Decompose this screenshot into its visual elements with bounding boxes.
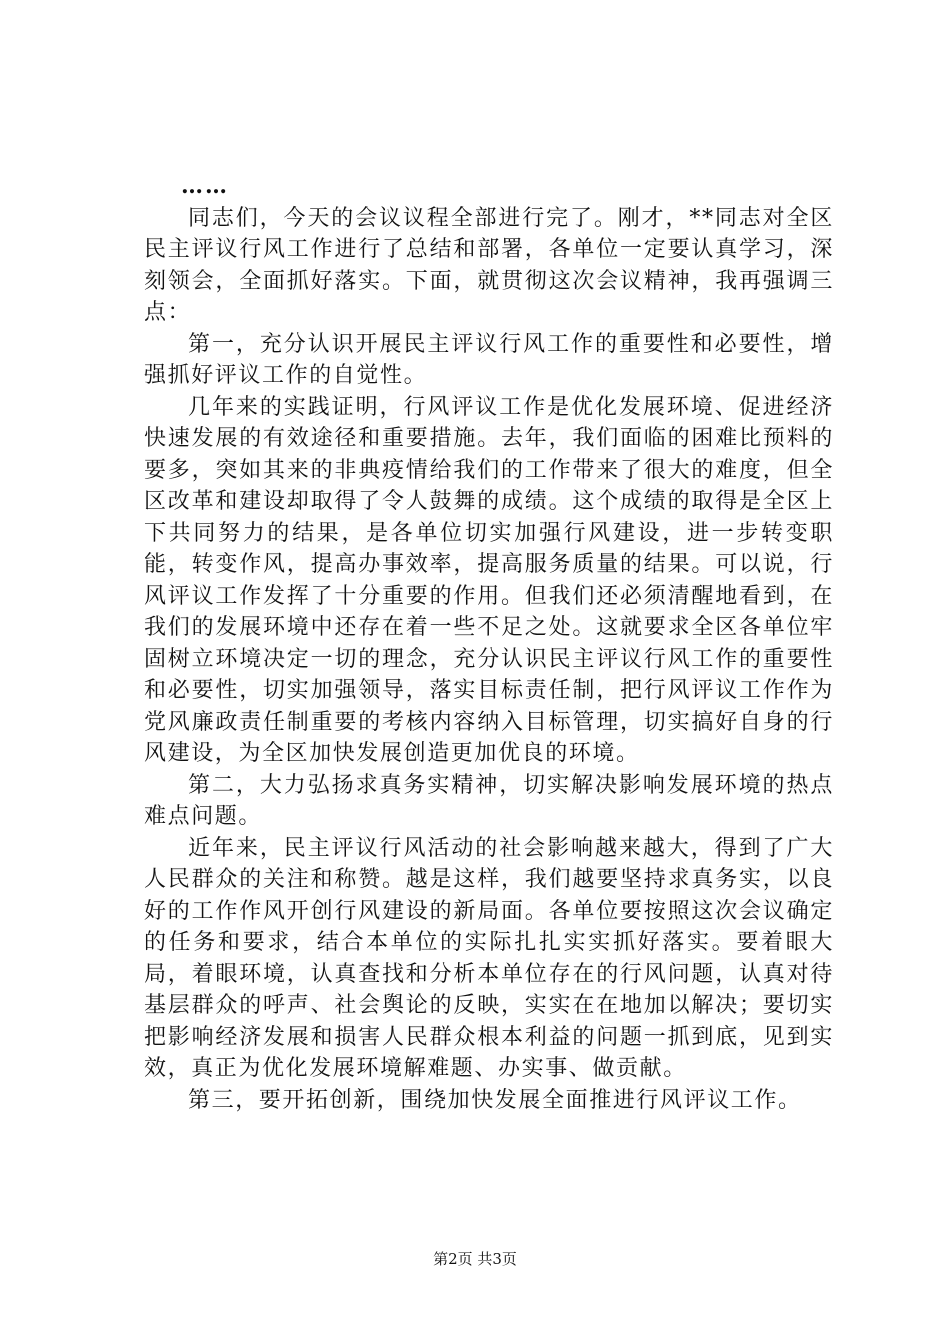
page-number: 第2页 共3页	[433, 1250, 517, 1268]
paragraph-point-two-body: 近年来，民主评议行风活动的社会影响越来越大，得到了广大人民群众的关注和称赞。越是这样，我们越要坚持求真务实，以良好的工作作风开创行风建设的新局面。各单位要按照这次会议确定的任务和要求，结合本单位的实际扎扎实实抓好落实。要着眼大局，着眼环境，认真查找和分析本单位存在的行风问题，认真对待基层群众的呼声、社会舆论的反映，实实在在地加以解决；要切实把影响经济发展和损害人民群众根本利益的问题一抓到底，见到实效，真正为优化发展环境解难题、办实事、做贡献。	[144, 835, 834, 1081]
paragraph-point-three-heading: 第三，要开拓创新，围绕加快发展全面推进行风评议工作。	[188, 1087, 802, 1113]
document-body	[144, 171, 834, 1116]
paragraph-point-one-heading: 第一，充分认识开展民主评议行风工作的重要性和必要性，增强抓好评议工作的自觉性。	[144, 331, 834, 388]
page-footer	[0, 1248, 950, 1269]
ellipsis-mark: ……	[181, 173, 229, 199]
paragraph-point-two-heading: 第二，大力弘扬求真务实精神，切实解决影响发展环境的热点难点问题。	[144, 772, 834, 829]
paragraph-point-one-body: 几年来的实践证明，行风评议工作是优化发展环境、促进经济快速发展的有效途径和重要措施。去年，我们面临的困难比预料的要多，突如其来的非典疫情给我们的工作带来了很大的难度，但全区改革和建设却取得了令人鼓舞的成绩。这个成绩的取得是全区上下共同努力的结果，是各单位切实加强行风建设，进一步转变职能，转变作风，提高办事效率，提高服务质量的结果。可以说，行风评议工作发挥了十分重要的作用。但我们还必须清醒地看到，在我们的发展环境中还存在着一些不足之处。这就要求全区各单位牢固树立环境决定一切的理念，充分认识民主评议行风工作的重要性和必要性，切实加强领导，落实目标责任制，把行风评议工作作为党风廉政责任制重要的考核内容纳入目标管理，切实搞好自身的行风建设，为全区加快发展创造更加优良的环境。	[144, 394, 834, 766]
paragraph-opening: 同志们，今天的会议议程全部进行完了。刚才，**同志对全区民主评议行风工作进行了总结和部署，各单位一定要认真学习，深刻领会，全面抓好落实。下面，就贯彻这次会议精神，我再强调三点：	[144, 205, 834, 325]
